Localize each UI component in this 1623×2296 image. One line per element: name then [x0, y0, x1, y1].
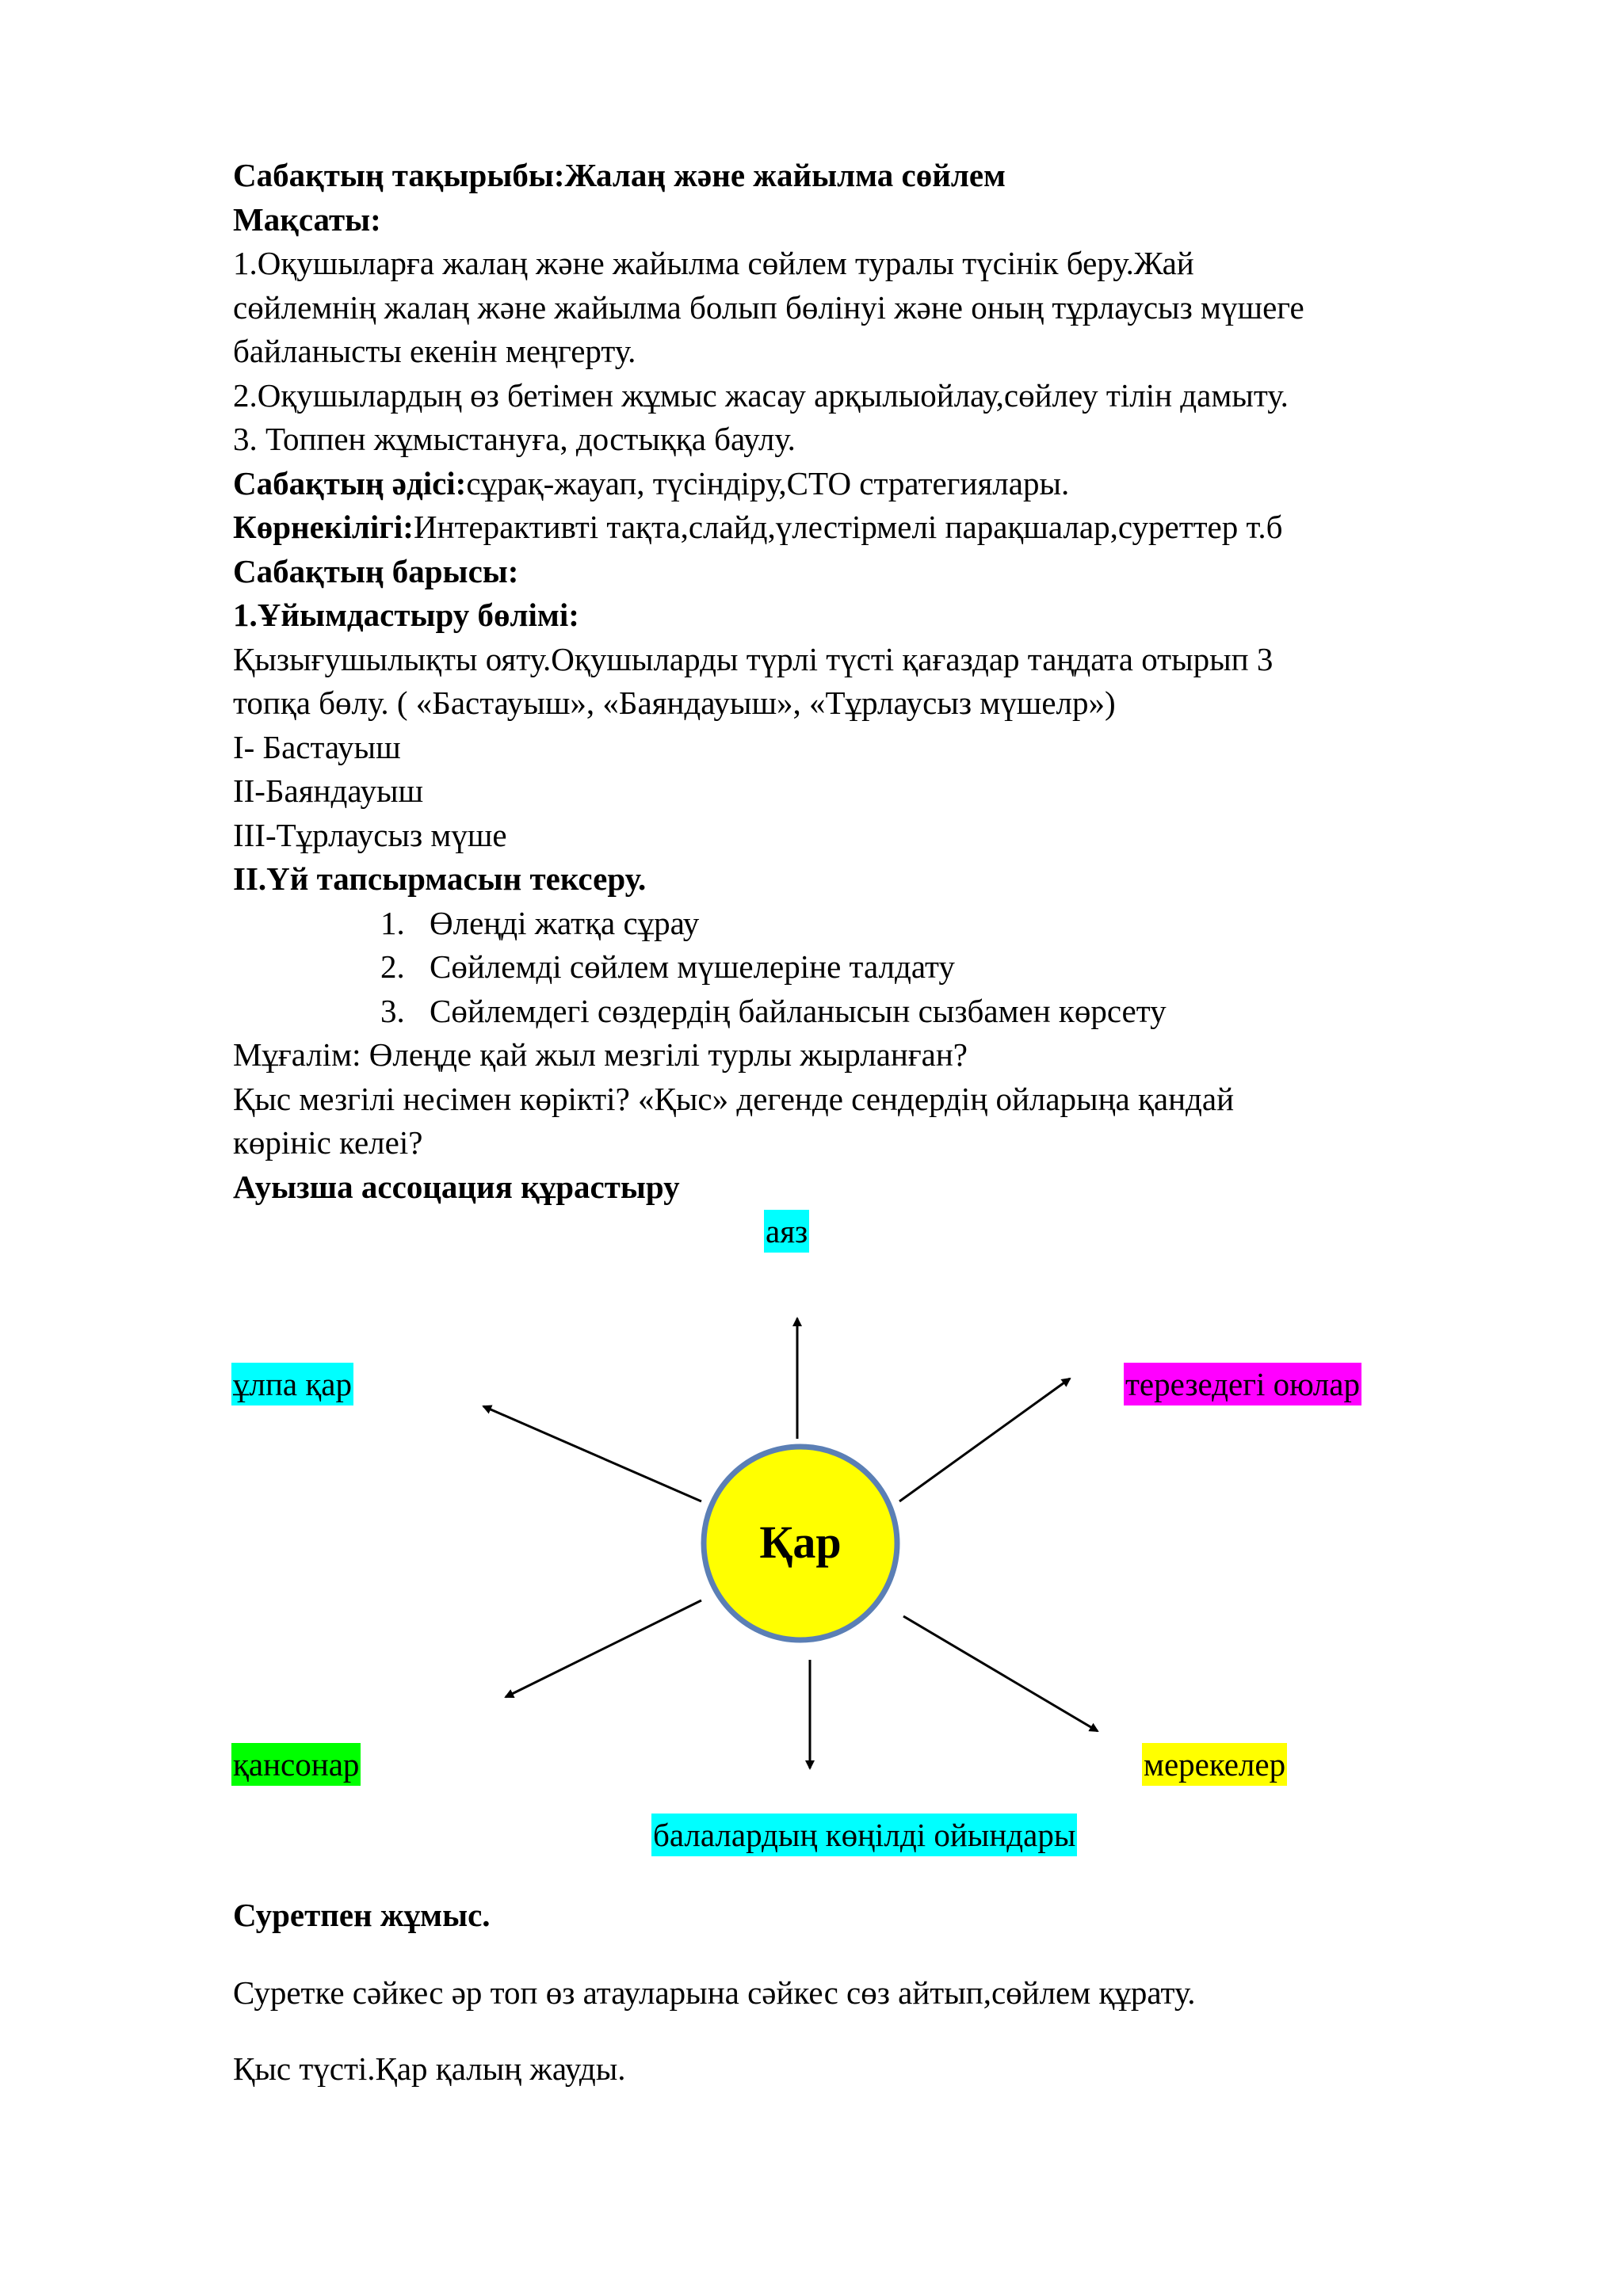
- arrow-lower-right: [903, 1616, 1098, 1731]
- stage-1-heading: 1.Ұйымдастыру бөлімі:: [233, 597, 579, 633]
- task-number: 3.: [380, 992, 405, 1029]
- picture-task: Суретке сәйкес әр топ өз атауларына сәйкес сөз айтып,сөйлем құрату.: [233, 1974, 1196, 2011]
- task-number: 1.: [380, 904, 405, 941]
- label-upper-left: ұлпа қар: [231, 1363, 353, 1405]
- stage-1-line-2: топқа бөлу. ( «Бастауыш», «Баяндауыш», «Тұрлаусыз мүшелр»): [233, 685, 1116, 721]
- label-upper-right: терезедегі оюлар: [1124, 1363, 1361, 1405]
- method-line: [233, 462, 1517, 506]
- stage-1-line-1: Қызығушылықты ояту.Оқушыларды түрлі түсті қағаздар таңдата отырып 3: [233, 640, 1274, 677]
- visual-aids-label: Көрнекілігі:: [233, 509, 414, 545]
- stage-2-heading: II.Үй тапсырмасын тексеру.: [233, 860, 647, 897]
- teacher-question: Мұғалім: Өлеңде қай жыл мезгілі турлы жырланған?: [233, 1036, 968, 1073]
- goal-1-line-1: 1.Оқушыларға жалаң және жайылма сөйлем туралы түсінік беру.Жай: [233, 245, 1194, 281]
- task-item-3: [233, 990, 1517, 1034]
- task-number: 2.: [380, 948, 405, 985]
- picture-work-heading: Суретпен жұмыс.: [233, 1897, 491, 1933]
- group-1: I- Бастауыш: [233, 728, 401, 765]
- method-value: сұрақ-жауап, түсіндіру,СТО стратегиялары.: [466, 464, 1070, 502]
- lesson-plan-text: [233, 154, 1517, 1209]
- visual-aids-value: Интерактивті тақта,слайд,үлестірмелі парақшалар,суреттер т.б: [413, 509, 1283, 545]
- winter-question-line-1: Қыс мезгілі несімен көрікті? «Қыс» дегенде сендердің ойларыңа қандай: [233, 1080, 1235, 1117]
- topic-label: Сабақтың тақырыбы:: [233, 157, 565, 193]
- goal-3: 3. Топпен жұмыстануға, достыққа баулу.: [233, 421, 796, 457]
- process-heading: Сабақтың барысы:: [233, 552, 519, 589]
- goal-1-line-3: байланысты екенін меңгерту.: [233, 333, 636, 369]
- task-item-1: [233, 902, 1517, 946]
- group-3: III-Тұрлаусыз мүше: [233, 816, 507, 853]
- topic-line: [233, 154, 1517, 198]
- task-text: Өлеңді жатқа сұрау: [430, 904, 700, 941]
- task-text: Сөйлемді сөйлем мүшелеріне талдату: [430, 948, 955, 985]
- label-top: аяз: [764, 1210, 809, 1253]
- task-text: Сөйлемдегі сөздердің байланысын сызбамен көрсету: [430, 992, 1167, 1029]
- winter-question-line-2: көрініс келеі?: [233, 1124, 423, 1161]
- topic-value: Жалаң және жайылма сөйлем: [564, 157, 1006, 193]
- arrow-lower-left: [506, 1600, 701, 1697]
- center-word: Қар: [759, 1516, 842, 1568]
- picture-work-section: [233, 1894, 1517, 1937]
- goal-2: 2.Оқушылардың өз бетімен жұмыс жасау арқылыойлау,сөйлеу тілін дамыту.: [233, 376, 1289, 414]
- label-bottom: балалардың көңілді ойындары: [651, 1814, 1077, 1856]
- task-item-2: [233, 945, 1517, 990]
- goals-heading: Мақсаты:: [233, 200, 381, 238]
- label-lower-left: қансонар: [231, 1743, 361, 1786]
- arrow-upper-right: [899, 1379, 1070, 1501]
- goal-1-line-2: сөйлемнің жалаң және жайылма болып бөлінуі және оның тұрлаусыз мүшеге: [233, 288, 1304, 326]
- picture-task-block: [233, 1971, 1517, 2015]
- group-2: II-Баяндауыш: [233, 772, 424, 809]
- label-lower-right: мерекелер: [1142, 1743, 1287, 1786]
- arrow-upper-left: [483, 1406, 701, 1501]
- association-heading: Ауызша ассоцация құрастыру: [233, 1168, 680, 1205]
- method-label: Сабақтың әдісі:: [233, 464, 467, 502]
- example-sentence-block: [233, 2047, 1517, 2091]
- example-sentence: Қыс түсті.Қар қалың жауды.: [233, 2050, 626, 2087]
- association-diagram: [0, 1204, 1623, 1870]
- visual-aids-line: [233, 505, 1517, 550]
